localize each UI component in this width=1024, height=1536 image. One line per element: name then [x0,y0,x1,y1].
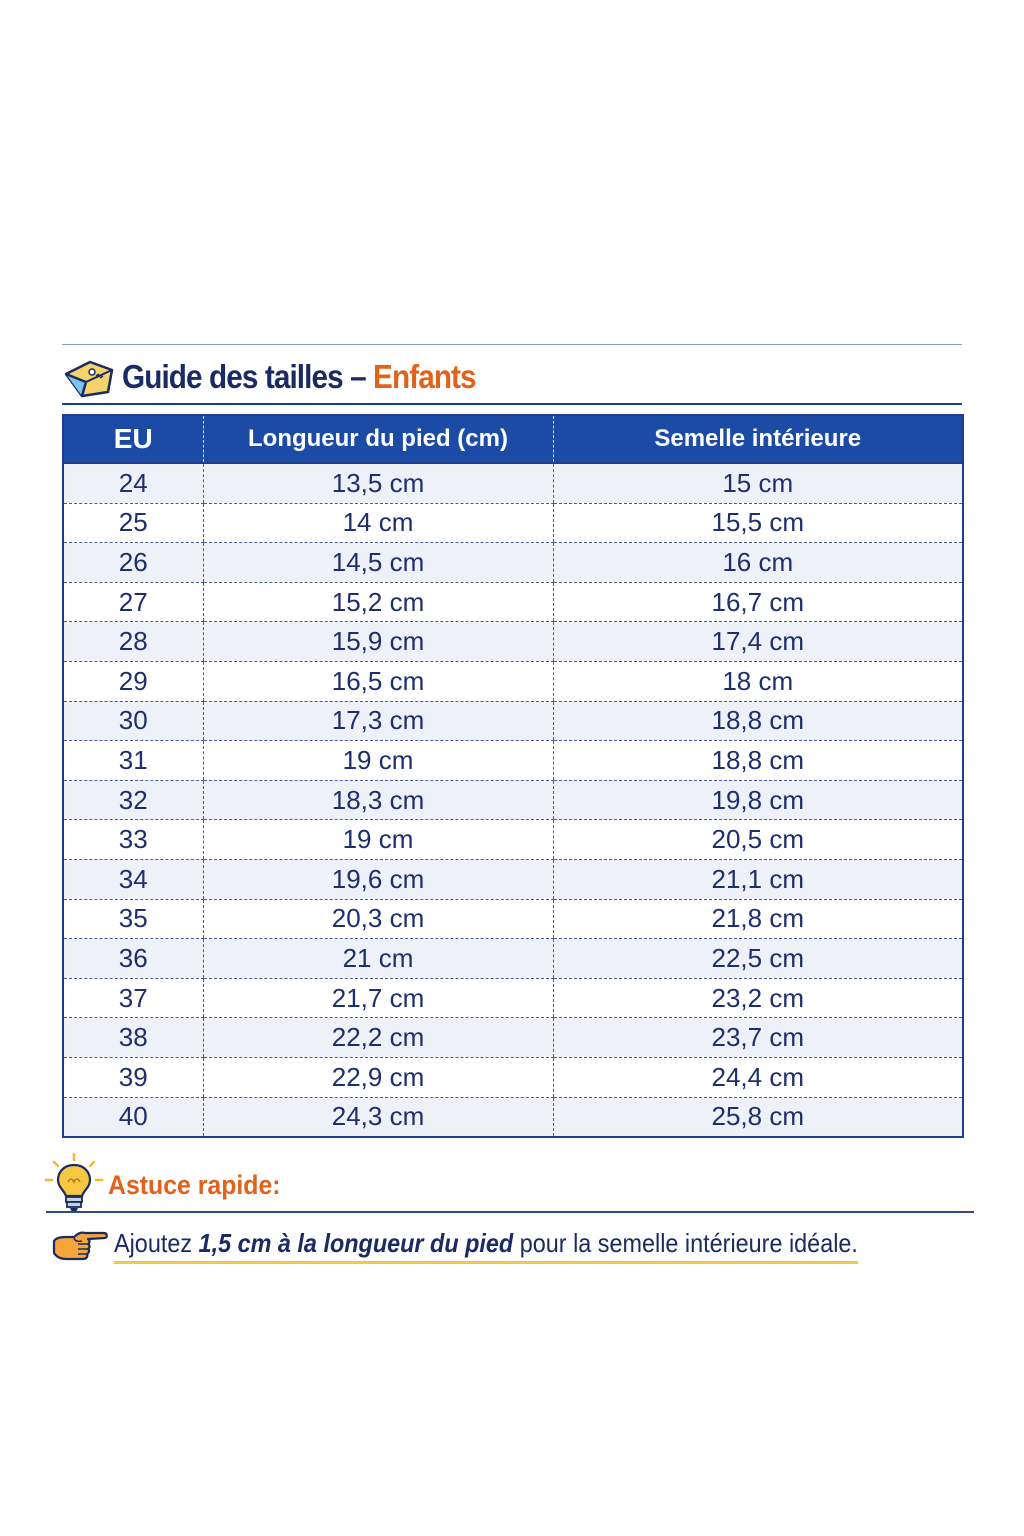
cell-insole: 25,8 cm [553,1097,963,1137]
cell-foot-length: 18,3 cm [203,780,553,820]
cell-insole: 18 cm [553,661,963,701]
ruler-tag-icon [62,354,118,400]
cell-eu: 40 [63,1097,203,1137]
cell-foot-length: 19 cm [203,741,553,781]
table-row [63,859,963,899]
title-accent: Enfants [373,358,476,395]
cell-insole: 20,5 cm [553,820,963,860]
cell-foot-length: 13,5 cm [203,463,553,503]
table-row [63,1057,963,1097]
cell-foot-length: 20,3 cm [203,899,553,939]
guide-title-row [62,352,962,402]
cell-eu: 31 [63,741,203,781]
pointing-hand-icon [52,1229,110,1263]
table-row [63,543,963,583]
cell-insole: 15 cm [553,463,963,503]
cell-insole: 21,1 cm [553,859,963,899]
cell-eu: 38 [63,1018,203,1058]
title-main: Guide des tailles – [122,358,374,395]
cell-eu: 24 [63,463,203,503]
page-title [122,358,476,396]
cell-insole: 22,5 cm [553,939,963,979]
tip-line [52,1222,952,1270]
cell-insole: 15,5 cm [553,503,963,543]
cell-eu: 35 [63,899,203,939]
tip-heading: Astuce rapide: [108,1170,281,1200]
cell-insole: 18,8 cm [553,701,963,741]
top-divider [62,344,962,345]
cell-foot-length: 22,2 cm [203,1018,553,1058]
header-foot-length: Longueur du pied (cm) [203,415,553,463]
table-row [63,899,963,939]
cell-eu: 37 [63,978,203,1018]
table-row [63,622,963,662]
title-divider [62,403,962,405]
cell-insole: 16,7 cm [553,582,963,622]
cell-eu: 34 [63,859,203,899]
cell-eu: 26 [63,543,203,583]
cell-eu: 27 [63,582,203,622]
cell-eu: 36 [63,939,203,979]
table-row [63,820,963,860]
cell-foot-length: 24,3 cm [203,1097,553,1137]
table-header-row [63,415,963,463]
cell-foot-length: 16,5 cm [203,661,553,701]
cell-eu: 32 [63,780,203,820]
cell-eu: 30 [63,701,203,741]
tip-text [114,1228,858,1264]
cell-insole: 23,7 cm [553,1018,963,1058]
cell-eu: 33 [63,820,203,860]
cell-eu: 29 [63,661,203,701]
table-row [63,1018,963,1058]
tip-text-after: pour la semelle intérieure idéale. [513,1228,858,1258]
table-row [63,503,963,543]
cell-foot-length: 21,7 cm [203,978,553,1018]
table-row [63,939,963,979]
table-row [63,741,963,781]
tip-text-before: Ajoutez [114,1228,199,1258]
cell-insole: 24,4 cm [553,1057,963,1097]
cell-foot-length: 15,9 cm [203,622,553,662]
table-row [63,463,963,503]
size-table [62,414,964,1138]
cell-foot-length: 14,5 cm [203,543,553,583]
cell-insole: 18,8 cm [553,741,963,781]
cell-insole: 21,8 cm [553,899,963,939]
cell-insole: 16 cm [553,543,963,583]
tip-divider [46,1211,974,1213]
table-row [63,978,963,1018]
cell-foot-length: 22,9 cm [203,1057,553,1097]
cell-foot-length: 17,3 cm [203,701,553,741]
cell-foot-length: 21 cm [203,939,553,979]
cell-foot-length: 19 cm [203,820,553,860]
header-eu: EU [63,415,203,463]
table-row [63,701,963,741]
cell-foot-length: 14 cm [203,503,553,543]
cell-insole: 19,8 cm [553,780,963,820]
cell-eu: 28 [63,622,203,662]
cell-foot-length: 19,6 cm [203,859,553,899]
cell-eu: 25 [63,503,203,543]
table-row [63,582,963,622]
cell-insole: 17,4 cm [553,622,963,662]
cell-foot-length: 15,2 cm [203,582,553,622]
header-insole: Semelle intérieure [553,415,963,463]
cell-insole: 23,2 cm [553,978,963,1018]
table-body [63,463,963,1137]
tip-header [44,1152,974,1212]
lightbulb-icon [44,1152,104,1216]
table-row [63,780,963,820]
cell-eu: 39 [63,1057,203,1097]
table-row [63,1097,963,1137]
table-row [63,661,963,701]
tip-text-bold: 1,5 cm à la longueur du pied [198,1228,514,1258]
